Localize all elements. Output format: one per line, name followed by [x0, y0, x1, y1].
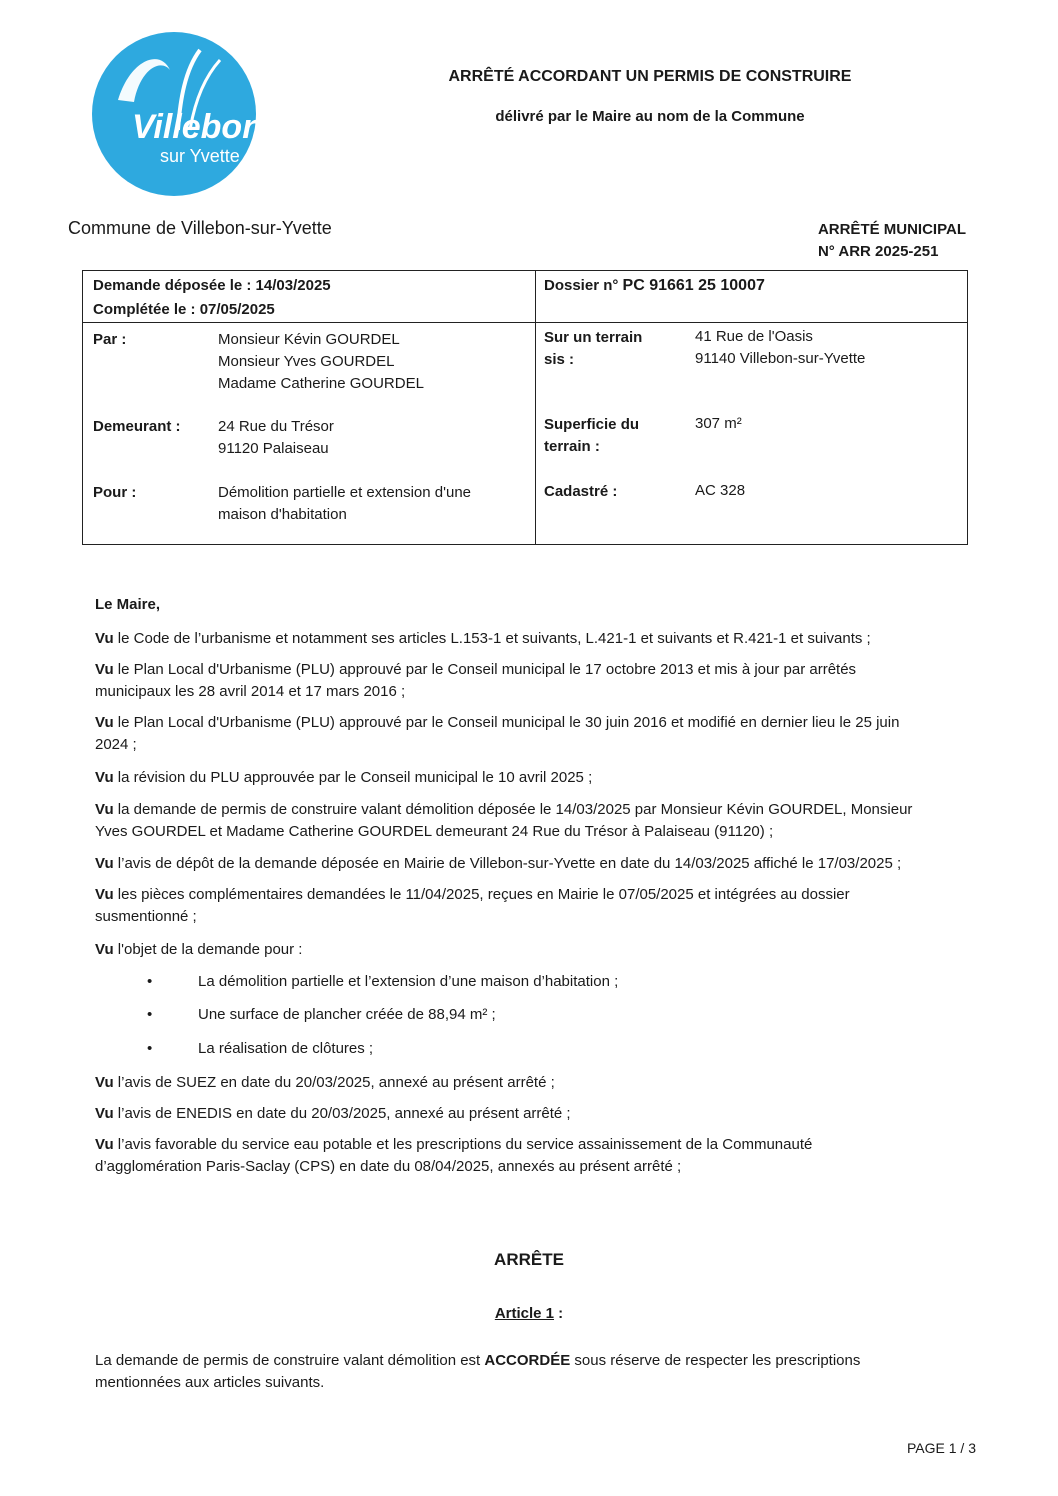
bullet-item: La démolition partielle et l’extension d’une maison d’habitation ; — [198, 973, 619, 990]
considerant-8: Vu l'objet de la demande pour : — [95, 941, 303, 958]
considerant-7: Vu les pièces complémentaires demandées le 11/04/2025, reçues en Mairie le 07/05/2025 et intégrées au dossier susmentionné ; — [95, 886, 850, 925]
pour-label: Pour : — [93, 484, 137, 501]
applicant-names: Monsieur Kévin GOURDEL Monsieur Yves GOURDEL Madame Catherine GOURDEL — [218, 331, 424, 392]
dossier-number: Dossier n° PC 91661 25 10007 — [544, 277, 765, 294]
article-1-heading: Article 1 : — [494, 1305, 564, 1322]
logo-text-villebon: Villebon — [132, 108, 258, 146]
considerant-9: Vu l’avis de SUEZ en date du 20/03/2025, annexé au présent arrêté ; — [95, 1074, 555, 1091]
page-number: PAGE 1 / 3 — [907, 1440, 976, 1456]
considerant-3: Vu le Plan Local d'Urbanisme (PLU) approuvé par le Conseil municipal le 30 juin 2016 et modifié en dernier lieu le 25 juin 2024 ; — [95, 714, 900, 753]
considerant-1: Vu le Code de l’urbanisme et notamment ses articles L.153-1 et suivants, L.421-1 et suivants et R.421-1 et suivants ; — [95, 630, 871, 647]
bullet-dot: • — [147, 1040, 153, 1057]
superficie-label: Superficie du terrain : — [544, 416, 640, 455]
considerant-10: Vu l’avis de ENEDIS en date du 20/03/2025, annexé au présent arrêté ; — [95, 1105, 571, 1122]
arrete-heading: ARRÊTE — [494, 1250, 564, 1269]
document-title: ARRÊTÉ ACCORDANT UN PERMIS DE CONSTRUIRE — [448, 68, 852, 85]
arrete-reference — [818, 219, 966, 263]
terrain-address: 41 Rue de l'Oasis 91140 Villebon-sur-Yvette — [695, 328, 866, 367]
bullet-item: La réalisation de clôtures ; — [198, 1040, 374, 1057]
cadastre-value: AC 328 — [695, 482, 746, 499]
bullet-dot: • — [147, 973, 153, 990]
logo-text-sur-yvette: sur Yvette — [160, 146, 240, 166]
article-1-text: La demande de permis de construire valant démolition est ACCORDÉE sous réserve de respecter les prescriptions mentionnées aux articles suivants. — [95, 1352, 861, 1391]
demeurant-address: 24 Rue du Trésor 91120 Palaiseau — [218, 418, 334, 457]
demeurant-label: Demeurant : — [93, 418, 181, 435]
demande-date: Demande déposée le : 14/03/2025 — [93, 277, 331, 294]
bullet-dot: • — [147, 1006, 153, 1023]
considerant-6: Vu l’avis de dépôt de la demande déposée en Mairie de Villebon-sur-Yvette en date du 14/03/2025 affiché le 17/03/2025 ; — [95, 855, 902, 872]
terrain-label: Sur un terrain sis : — [544, 329, 643, 368]
commune-name: Commune de Villebon-sur-Yvette — [68, 218, 332, 238]
cadastre-label: Cadastré : — [544, 483, 618, 500]
permit-info-box — [82, 270, 968, 545]
arrete-number: N° ARR 2025-251 — [817, 243, 939, 260]
villebon-logo — [90, 30, 258, 198]
bullet-item: Une surface de plancher créée de 88,94 m² ; — [198, 1006, 496, 1023]
superficie-value: 307 m² — [695, 415, 742, 432]
considerant-4: Vu la révision du PLU approuvée par le Conseil municipal le 10 avril 2025 ; — [95, 769, 593, 786]
le-maire: Le Maire, — [95, 596, 161, 613]
considerant-5: Vu la demande de permis de construire valant démolition déposée le 14/03/2025 par Monsieur Kévin GOURDEL, Monsieur Yves GOURDEL et Madame Catherine GOURDEL demeurant 24 Rue du Trésor à Palaiseau (91120) ; — [95, 801, 913, 840]
pour-value: Démolition partielle et extension d'une maison d'habitation — [218, 484, 472, 523]
logo-emblem — [90, 30, 258, 198]
document-subtitle: délivré par le Maire au nom de la Commune — [495, 108, 805, 125]
par-label: Par : — [93, 331, 127, 348]
considerant-11: Vu l’avis favorable du service eau potable et les prescriptions du service assainissement de la Communauté d’agglomération Paris-Saclay (CPS) en date du 08/04/2025, annexés au présent arrêté ; — [95, 1136, 813, 1175]
considerant-2: Vu le Plan Local d'Urbanisme (PLU) approuvé par le Conseil municipal le 17 octobre 2013 et mis à jour par arrêtés municipaux les 28 avril 2014 et 17 mars 2016 ; — [95, 661, 857, 700]
completee-date: Complétée le : 07/05/2025 — [93, 301, 275, 318]
arrete-label: ARRÊTÉ MUNICIPAL — [817, 221, 966, 238]
